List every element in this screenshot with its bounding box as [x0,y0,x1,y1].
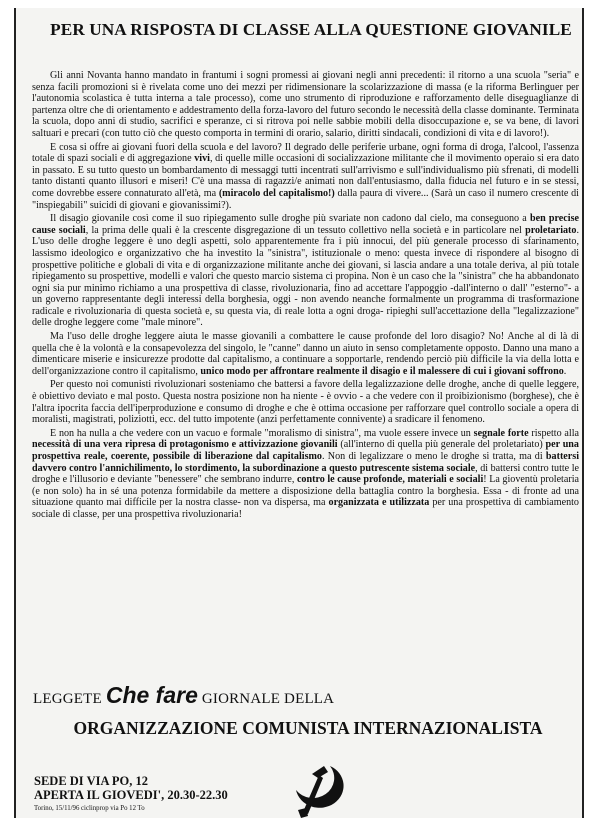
leggete-text: LEGGETE [33,691,102,707]
paragraph-text: , di battersi contro tutte le droghe e l'illusorio e deviante "benessere" che sembrano indurre, [32,462,579,486]
bold-text: (miracolo del capitalismo!) [218,187,335,199]
body-paragraph [32,213,579,329]
paragraph-text: , la prima delle quali è la crescente disgregazione di un tessuto collettivo nella società e in particolare nel [85,224,526,236]
leaflet-page [14,8,584,818]
paragraph-text: Per questo noi comunisti rivoluzionari sosteniamo che battersi a favore della legalizzazione delle droghe, anche di quelle leggere, è obiettivo deviato e mal posto. Questa nostra posizione non ha niente - è ovvio - a che vedere con il proibizionismo (borghese), che è l'altra ipocrita faccia dell'iperproduzione e consumo di droghe e che è ottima occasione per rafforzare quel controllo sociale a opera di moralisti, magistrati, poliziotti, ecc. del tutto impotente (anzi perfettamente connivente) a sradicare il fenomeno. [32,379,579,426]
leaflet-title: PER UNA RISPOSTA DI CLASSE ALLA QUESTIONE GIOVANILE [50,20,572,39]
newspaper-line [33,682,334,709]
paragraph-text: dalla paura di vivere... (Sarà un caso il numero crescente di "inspiegabili" suicidi di giovani e giovanissimi?). [32,187,579,211]
print-note: Torino, 15/11/96 ciclinprop via Po 12 To [34,805,145,812]
paragraph-text: . [563,365,567,377]
bold-text: ben precise cause sociali [32,213,579,236]
che-fare-masthead: Che fare [105,682,198,708]
bold-text: per una prospettiva reale, coerente, possibile di liberazione dal capitalismo [32,439,579,462]
paragraph-text: . L'uso delle droghe leggere è uno degli aspetti, solo apparentemente fra i più innocui, del più generale processo di sfarinamento, lassismo ideologico e organizzativo che ha investito la "sinistra", istituzionale o meno: questa invece di rispondere al bisogno di prospettive politiche e globali di vita e di organizzazione militante anche dei giovani, si lascia andare a una totale deriva, al più totale ripiegamento su prospettive, modelli e valori che questo marcio sistema ci propina. Non è un caso che la "sinistra" che ha abbandonato ogni sia pur minimo richiamo a una prospettiva di classe, rivoluzionaria, fino ad accettare l'appoggio -dall'interno o dall' "esterno"- a un governo rappresentante degli interessi della borghesia, oggi - non avendo neanche formalmente un programma di trasformazione radicale e rivoluzionaria di questa società e, su questa via, di reale lotta a ogni droga- ripieghi sull'accettazione della "legalizzazione" delle droghe leggere come "male minore". [32,224,579,329]
bold-text: organizzata e utilizzata [328,497,430,509]
paragraph-text: E cosa si offre ai giovani fuori della scuola e del lavoro? Il degrado delle periferie urbane, ogni forma di droga, l'alcool, l'assenza totale di spazi sociali e di aggregazione [32,141,579,165]
giornale-text: GIORNALE DELLA [201,691,335,707]
organization-name: ORGANIZZAZIONE COMUNISTA INTERNAZIONALISTA [73,718,543,738]
paragraph-text: . Non di legalizzare o meno le droghe si tratta, ma di [321,451,546,462]
body-paragraph [32,70,579,140]
bold-text: proletariato [525,224,577,236]
paragraph-text: (all'interno di quella più generale del proletariato) [337,439,546,451]
paragraph-text: Ma l'uso delle droghe leggere aiuta le masse giovanili a combattere le cause profonde del loro disagio? No! Anche al di là di quella che è la volontà e la consapevolezza del singolo, le "canne" danno un aiuto in senso completamente opposto. Danno una mano a dimenticare miserie e insicurezze prodotte dal capitalismo, a continuare a sopportarle, rendendo perciò più difficile la via della lotta e dell'organizzazione contro il capitalismo, [32,331,579,377]
leaflet-body [32,70,579,523]
hammer-and-sickle-icon [286,760,350,820]
paragraph-text: rispetto alla [528,427,579,439]
paragraph-text: Il disagio giovanile così come il suo ripiegamento sulle droghe più svariate non cadono dal cielo, ma conseguono a [50,213,530,225]
bold-text: unico modo per affrontare realmente il disagio e il malessere di cui i giovani soffrono [200,365,564,377]
bold-text: contro le cause profonde, materiali e sociali [296,474,484,486]
bold-text: battersi davvero contro l'annichilimento, lo stordimento, la subordinazione a questo putrescente sistema sociale [32,451,579,474]
opening-hours-text: APERTA IL GIOVEDI', 20.30-22.30 [34,788,228,802]
body-paragraph [32,379,579,425]
bold-text: necessità di una vera ripresa di protagonismo e attivizzazione giovanili [32,439,338,451]
bold-text: vivi [194,153,210,165]
paragraph-text: , di quelle mille occasioni di socializzazione militante che il movimento operaio si era dato in passato. E su tutto questo un bombardamento di messaggi tutti incentrati sull'arrivismo e sull'individualismo più sfrenati, di modelli tanto distanti quanto illusori e miseri! C'è una massa di ragazzi/e animati non dall'entusiasmo, dalla fiducia nel futuro e in se stessi, come dovrebbe essere connaturato all'età, ma [32,153,579,199]
body-paragraph [32,428,579,521]
body-paragraph [32,331,579,377]
body-paragraph [32,142,579,212]
paragraph-text: per una prospettiva di cambiamento sociale di classe, per una prospettiva rivoluzionaria! [32,497,579,520]
address-block [34,774,228,802]
bold-text: segnale forte [473,427,529,439]
paragraph-text: E non ha nulla a che vedere con un vacuo e formale "moralismo di sinistra", ma vuole essere invece un [50,427,474,439]
paragraph-text: Gli anni Novanta hanno mandato in frantumi i sogni promessi ai giovani negli anni precedenti: il ritorno a una scuola "seria" e senza facili promozioni si è rivelata come uno dei mezzi per ridimensionare la scolarizzazione di massa (e la riforma Berlinguer per l'autonomia scolastica è tutta interna a tale processo), come uno strumento di riproduzione e rafforzamento delle diseguaglianze di partenza oltre che di orientamento e addestramento della forza-lavoro del futuro secondo le necessità della classe dominante. Terminata la scuola, dopo anni di studio, sacrifici e speranze, ci si ritrova poi nelle sabbie mobili della disoccupazione e, se va bene, di lavori saltuari e precari (con tutto ciò che questo comporta in termini di orario, salario, diritti sindacali, condizioni di vita e di lavoro!). [32,70,579,139]
paragraph-text: ! La gioventù proletaria (e non solo) ha in sé una potenza formidabile da mettere a disposizione della battaglia contro la borghesia. Essa - di fronte ad una situazione quanto mai difficile per la nostra classe- non va dispersa, ma [32,474,579,509]
sede-text: SEDE DI VIA PO, 12 [34,774,149,788]
